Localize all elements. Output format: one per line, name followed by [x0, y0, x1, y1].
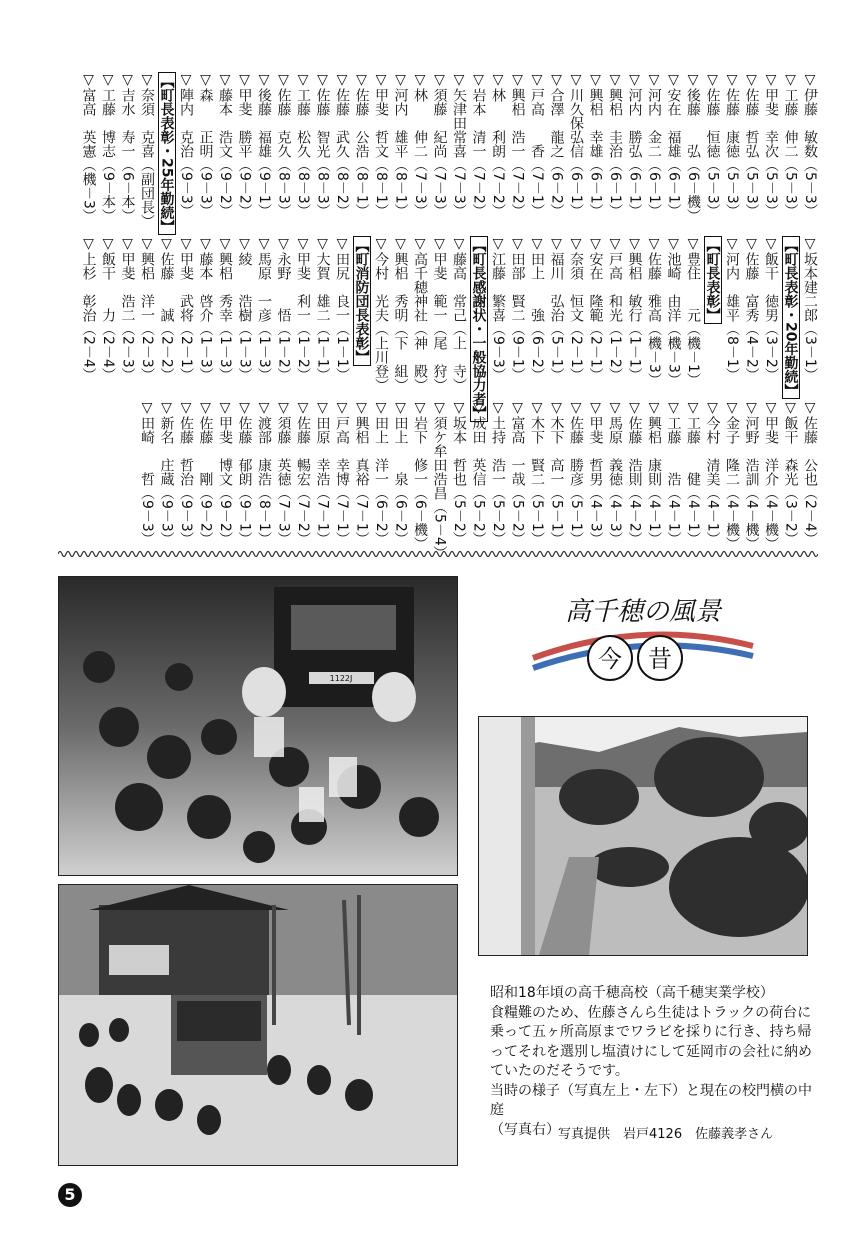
entry-text: ▽工藤 松久（8－3） [295, 72, 311, 218]
award-entry [411, 236, 429, 392]
award-entry [567, 236, 585, 386]
entry-text: ▽佐藤 公浩（8－1） [353, 72, 370, 218]
entry-text: ▽川久保弘信（6－1） [568, 72, 584, 218]
entry-text: ▽成田 英信（5－2） [470, 400, 487, 546]
heading-text: 【町消防団長表彰】 [353, 238, 370, 364]
award-entry [762, 400, 780, 550]
entry-text: ▽河内 雄平（8－1） [392, 72, 409, 218]
award-entry [430, 236, 448, 392]
entry-text: ▽甲斐 武将（2－1） [178, 236, 194, 382]
entry-text: ▽興梠 幸雄（6－1） [587, 72, 604, 218]
award-category-heading [781, 236, 799, 398]
award-entry [586, 72, 604, 222]
entry-text: ▽佐藤 恒徳（5－3） [704, 72, 721, 218]
award-entry [138, 72, 156, 228]
entry-text: ▽工藤 浩（4－1） [665, 400, 682, 546]
entry-text: ▽林 利朗（7－2） [490, 72, 506, 218]
award-entry [333, 72, 351, 222]
heading-text: 【町長表彰】 [704, 238, 721, 322]
award-entry [664, 236, 682, 386]
award-entry [664, 72, 682, 222]
entry-text: ▽興梠 秀明（下 組） [392, 236, 409, 392]
entry-text: ▽奈須 克喜（副団長） [139, 72, 155, 228]
award-entry [508, 236, 526, 386]
award-entry [645, 400, 663, 550]
entry-text: ▽藤本 啓介（1－3） [197, 236, 214, 382]
entry-text: ▽甲斐 幸次（5－3） [763, 72, 779, 218]
entry-text: ▽馬原 一彦（1－3） [256, 236, 272, 382]
caption-line: ていたのだそうです。 [490, 1063, 629, 1079]
heading-text: 【町長感謝状・一般協力者】 [470, 238, 487, 420]
entry-text: ▽興梠 圭治（6－1） [607, 72, 623, 218]
award-entry [723, 236, 741, 386]
award-entry [567, 72, 585, 222]
entry-text: ▽田上 洋一（6－2） [373, 400, 389, 546]
entry-text: ▽河内 勝弘（6－1） [626, 72, 643, 218]
entry-text: ▽田原 幸浩（7－1） [314, 400, 331, 546]
entry-text: ▽甲斐 利一（1－2） [295, 236, 311, 382]
entry-text: ▽田上 泉（6－2） [392, 400, 409, 546]
entry-text: ▽甲斐 博文（9－2） [217, 400, 233, 546]
award-entry [294, 400, 312, 550]
award-entry [196, 400, 214, 550]
entry-text: ▽吉水 寿一（6－本） [119, 72, 136, 223]
entry-text: ▽戸高 幸博（7－1） [334, 400, 350, 546]
award-entry [547, 72, 565, 222]
entry-text: ▽田部 賢二（9－1） [509, 236, 526, 382]
entry-text: ▽戸高 和光（1－2） [607, 236, 623, 382]
award-entry [138, 400, 156, 550]
award-entry [196, 236, 214, 386]
entry-text: ▽藤本 浩文（9－2） [217, 72, 233, 218]
entry-text: ▽江藤 繁喜（9－3） [490, 236, 506, 382]
caption-line: 昭和18年頃の高千穂高校（高千穂実業学校） [490, 985, 774, 1001]
entry-text: ▽岩本 清一（7－2） [470, 72, 487, 218]
entry-text: ▽大賀 雄二（1－1） [314, 236, 331, 382]
award-entry [235, 72, 253, 222]
award-entry [625, 72, 643, 222]
award-entry [586, 400, 604, 550]
logo-sub-now: 今 [598, 645, 622, 673]
wavy-divider [58, 548, 818, 560]
entry-text: ▽高千穂神社（神 殿） [412, 236, 428, 392]
entry-text: ▽甲斐 勝平（9－2） [236, 72, 253, 218]
entry-text: ▽新名 庄蔵（9－3） [158, 400, 175, 546]
award-entry [508, 72, 526, 222]
award-entry [742, 400, 760, 550]
entry-text: ▽上杉 彰治（2－4） [80, 236, 97, 382]
entry-text: ▽佐藤 誠（2－2） [158, 236, 175, 382]
award-entry [274, 400, 292, 550]
award-entry [684, 236, 702, 386]
award-category-heading [352, 236, 370, 386]
award-entry [586, 236, 604, 386]
award-entry [118, 236, 136, 386]
award-entry [216, 72, 234, 222]
entry-text: ▽須藤 英徳（7－3） [275, 400, 292, 546]
entry-text: ▽佐藤 克久（8－3） [275, 72, 292, 218]
award-entry [547, 400, 565, 550]
award-entry [606, 236, 624, 386]
photo-credit: 写真提供 岩戸4126 佐藤義孝さん [558, 1127, 774, 1142]
award-entry [430, 72, 448, 222]
entry-text: ▽坂本建二郎（3－1） [802, 236, 818, 382]
entry-text: ▽甲斐 浩二（2－3） [119, 236, 136, 382]
entry-text: ▽興梠 洋一（2－3） [139, 236, 155, 382]
award-entry [118, 72, 136, 222]
award-entry [79, 236, 97, 386]
award-band-3 [138, 400, 819, 560]
entry-text: ▽佐藤 武久（8－2） [334, 72, 350, 218]
award-entry [99, 236, 117, 386]
award-entry [528, 400, 546, 550]
current-photo-courtyard [478, 716, 808, 956]
entry-text: ▽今村 清美（4－1） [704, 400, 721, 546]
entry-text: ▽飯干 力（2－4） [100, 236, 116, 382]
entry-text: ▽佐藤 康徳（5－3） [724, 72, 740, 218]
award-entry [508, 400, 526, 550]
entry-text: ▽今村 光夫（上川登） [373, 236, 389, 392]
entry-text: ▽佐藤 郁朗（9－1） [236, 400, 253, 546]
award-entry [235, 400, 253, 550]
award-entry [255, 72, 273, 222]
award-entry [196, 72, 214, 222]
award-entry [606, 72, 624, 222]
entry-text: ▽伊藤 敏数（5－3） [802, 72, 818, 218]
entry-text: ▽佐藤 哲弘（5－3） [743, 72, 760, 218]
old-photo-schoolyard [58, 884, 458, 1166]
award-entry [352, 400, 370, 550]
entry-text: ▽佐藤 雅高（機－3） [646, 236, 662, 387]
entry-text: ▽興梠 秀幸（1－3） [217, 236, 233, 382]
entry-text: ▽興梠 康則（4－1） [646, 400, 662, 546]
award-entry [294, 72, 312, 222]
award-entry [469, 72, 487, 222]
caption-line: ってそれを選別し塩漬けにして延岡市の会社に納め [490, 1043, 812, 1060]
award-entry [352, 72, 370, 222]
entry-text: ▽河野 浩訓（4－機） [743, 400, 760, 551]
entry-text: ▽安在 福雄（6－1） [665, 72, 682, 218]
award-entry [723, 400, 741, 550]
entry-text: ▽林 伸二（7－3） [412, 72, 428, 218]
entry-text: ▽綾 浩樹（1－3） [236, 236, 253, 382]
entry-text: ▽佐藤 哲治（9－3） [178, 400, 194, 546]
award-entry [645, 72, 663, 222]
award-entry [489, 400, 507, 550]
entry-text: ▽合澤 龍之（6－2） [548, 72, 565, 218]
award-entry [333, 400, 351, 550]
entry-text: ▽工藤 伸二（5－3） [782, 72, 799, 218]
award-band-1 [79, 72, 818, 234]
award-entry [450, 400, 468, 550]
entry-text: ▽田尻 良一（1－1） [334, 236, 350, 382]
entry-text: ▽坂本 哲也（5－2） [451, 400, 467, 546]
entry-text: ▽河内 金二（6－1） [646, 72, 662, 218]
award-entry [391, 236, 409, 392]
award-entry [489, 72, 507, 222]
award-entry [625, 236, 643, 386]
award-entry [528, 72, 546, 222]
award-entry [157, 236, 175, 386]
award-entry [703, 400, 721, 550]
logo-sub-past: 昔 [648, 645, 672, 673]
award-entry [177, 236, 195, 386]
award-entry [411, 72, 429, 222]
award-entry [450, 236, 468, 392]
entry-text: ▽岩下 修一（6－機） [412, 400, 428, 551]
heading-text: 【町長表彰・20年勤続】 [782, 238, 799, 398]
entry-text: ▽田上 強（6－2） [529, 236, 545, 382]
entry-text: ▽須ケ牟田浩昌（5－4） [431, 400, 448, 560]
photo-caption [490, 984, 820, 1140]
award-entry [216, 400, 234, 550]
award-entry [547, 236, 565, 386]
entry-text: ▽佐藤 剛（9－2） [197, 400, 214, 546]
caption-line: 当時の様子（写真左上・左下）と現在の校門横の中庭 [490, 1082, 812, 1118]
entry-text: ▽佐藤 富秀（4－2） [743, 236, 760, 382]
entry-text: ▽興梠 真裕（7－1） [353, 400, 370, 546]
award-entry [391, 72, 409, 222]
entry-text: ▽飯干 森光（3－2） [782, 400, 799, 546]
award-entry [801, 400, 819, 550]
entry-text: ▽戸高 香（7－1） [529, 72, 545, 218]
award-entry [313, 236, 331, 386]
award-entry [781, 400, 799, 550]
award-category-heading [703, 236, 721, 386]
award-entry [391, 400, 409, 550]
entry-text: ▽佐藤 浩則（4－2） [626, 400, 643, 546]
award-entry [567, 400, 585, 550]
old-photo-truck [58, 576, 458, 876]
award-entry [274, 72, 292, 222]
award-entry [684, 400, 702, 550]
award-entry [762, 236, 780, 386]
entry-text: ▽興梠 敏行（1－1） [626, 236, 643, 382]
entry-text: ▽富高 一哉（5－2） [509, 400, 526, 546]
award-entry [723, 72, 741, 222]
entry-text: ▽飯干 徳男（3－2） [763, 236, 779, 382]
entry-text: ▽奈須 恒文（2－1） [568, 236, 584, 382]
award-entry [742, 72, 760, 222]
entry-text: ▽佐藤 智光（8－3） [314, 72, 331, 218]
award-entry [411, 400, 429, 550]
award-entry [79, 72, 97, 222]
entry-text: ▽後藤 弘（6－機） [685, 72, 701, 223]
entry-text: ▽渡部 康浩（8－1） [256, 400, 272, 546]
entry-text: ▽須藤 紀尚（7－3） [431, 72, 448, 218]
award-entry [372, 72, 390, 222]
entry-text: ▽福川 弘治（5－1） [548, 236, 565, 382]
award-category-heading [157, 72, 175, 234]
award-entry [645, 236, 663, 386]
logo-title: 高千穂の風景 [564, 597, 722, 627]
entry-text: ▽富高 英憲（機－3） [80, 72, 97, 223]
heading-text: 【町長表彰・25年勤続】 [158, 74, 175, 234]
award-entry [333, 236, 351, 386]
entry-text: ▽木下 高一（5－1） [548, 400, 565, 546]
award-entry [372, 236, 390, 392]
award-entry [762, 72, 780, 222]
award-entry [138, 236, 156, 386]
award-entry [684, 72, 702, 222]
entry-text: ▽安在 隆範（2－1） [587, 236, 604, 382]
entry-text: ▽土持 浩一（5－2） [490, 400, 506, 546]
award-entry [469, 400, 487, 550]
entry-text: ▽工藤 健（4－1） [685, 400, 701, 546]
award-entry [742, 236, 760, 386]
award-entry [255, 236, 273, 386]
award-entry [430, 400, 448, 560]
caption-line: 食糧難のため、佐藤さんら生徒はトラックの荷台に [490, 1004, 812, 1021]
award-entry [99, 72, 117, 222]
entry-text: ▽藤高 常己（上 寺） [451, 236, 467, 392]
award-entry [313, 400, 331, 550]
entry-text: ▽永野 悟（1－2） [275, 236, 292, 382]
award-entry [157, 400, 175, 550]
award-entry [294, 236, 312, 386]
award-entry [372, 400, 390, 550]
entry-text: ▽甲斐 洋介（4－機） [763, 400, 779, 551]
entry-text: ▽矢津田常喜（7－3） [451, 72, 467, 218]
truck-plate: 1122J [329, 674, 353, 683]
award-entry [177, 72, 195, 222]
award-entry [801, 236, 819, 386]
entry-text: ▽河内 雄平（8－1） [724, 236, 740, 382]
entry-text: ▽森 正明（9－3） [197, 72, 214, 218]
furusato-logo [528, 588, 758, 688]
page-number: 5 [58, 1183, 82, 1207]
award-entry [528, 236, 546, 386]
caption-line: （写真右） [490, 1121, 560, 1138]
award-entry [606, 400, 624, 550]
award-entry [235, 236, 253, 386]
award-entry [625, 400, 643, 550]
award-entry [255, 400, 273, 550]
entry-text: ▽木下 賢二（5－1） [529, 400, 545, 546]
entry-text: ▽佐藤 暢宏（7－2） [295, 400, 311, 546]
entry-text: ▽田崎 哲（9－3） [139, 400, 155, 546]
entry-text: ▽池崎 由洋（機－3） [665, 236, 682, 387]
award-entry [313, 72, 331, 222]
entry-text: ▽金子 隆二（4－機） [724, 400, 740, 551]
entry-text: ▽陣内 克治（9－3） [178, 72, 194, 218]
entry-text: ▽佐藤 勝彦（5－1） [568, 400, 584, 546]
award-category-heading [469, 236, 487, 420]
award-entry [664, 400, 682, 550]
award-entry [801, 72, 819, 222]
entry-text: ▽佐藤 公也（2－4） [802, 400, 818, 546]
award-entry [489, 236, 507, 386]
award-entry [703, 72, 721, 222]
entry-text: ▽甲斐 哲男（4－3） [587, 400, 604, 546]
award-entry [781, 72, 799, 222]
entry-text: ▽甲斐 哲文（8－1） [373, 72, 389, 218]
award-entry [177, 400, 195, 550]
entry-text: ▽馬原 義徳（4－3） [607, 400, 623, 546]
entry-text: ▽工藤 博志（9－本） [100, 72, 116, 223]
caption-line: 乗って五ヶ所高原までワラビを採りに行き、持ち帰 [490, 1024, 812, 1040]
entry-text: ▽興梠 浩一（7－2） [509, 72, 526, 218]
award-entry [450, 72, 468, 222]
award-entry [216, 236, 234, 386]
entry-text: ▽後藤 福雄（9－1） [256, 72, 272, 218]
entry-text: ▽豊住 元（機－1） [685, 236, 701, 387]
entry-text: ▽甲斐 範一（尾 狩） [431, 236, 448, 392]
award-band-2 [79, 236, 818, 420]
award-entry [274, 236, 292, 386]
